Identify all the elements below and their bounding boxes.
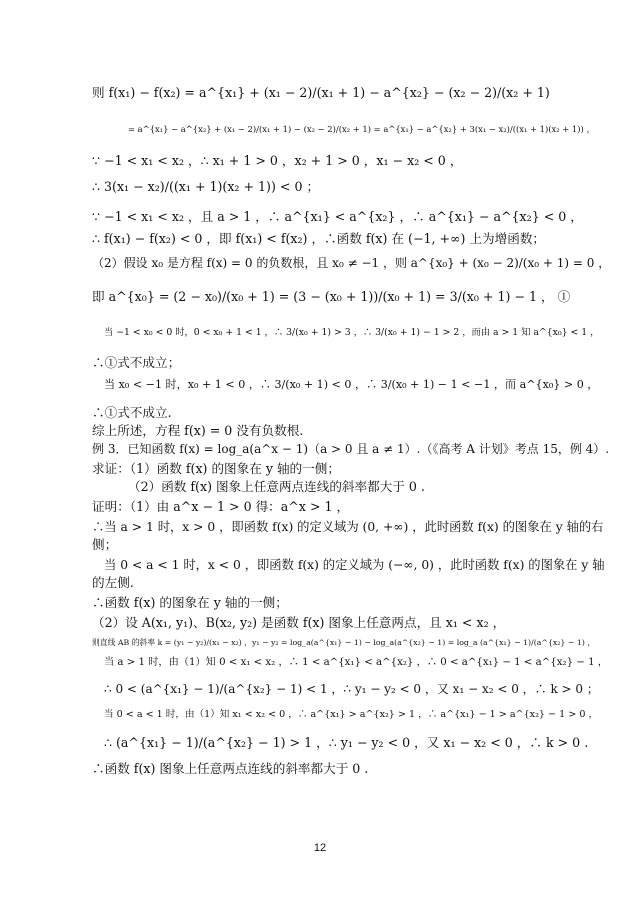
- text-line: 当 a > 1 时，由（1）知 0 < x₁ < x₂ ，∴ 1 < a^{x₁} < a^{x₂} ，∴ 0 < a^{x₁} − 1 < a^{x₂} − 1 ，: [104, 657, 608, 668]
- text-line: 当 −1 < x₀ < 0 时，0 < x₀ + 1 < 1 ，∴ 3/(x₀ + 1) > 3 ，∴ 3/(x₀ + 1) − 1 > 2 ，而由 a > 1 知 a^{x₀} < 1 ，: [104, 327, 600, 338]
- text-line: 则 f(x₁) − f(x₂) = a^{x₁} + (x₁ − 2)/(x₁ + 1) − a^{x₂} − (x₂ − 2)/(x₂ + 1): [92, 85, 550, 100]
- text-line: 例 3．已知函数 f(x) = log_a(a^x − 1)（a > 0 且 a ≠ 1）.（《高考 A 计划》考点 15，例 4）.: [92, 442, 610, 456]
- text-line: ∴ 0 < (a^{x₁} − 1)/(a^{x₂} − 1) < 1 ，∴ y₁ − y₂ < 0 ，又 x₁ − x₂ < 0 ，∴ k > 0 ；: [104, 682, 599, 696]
- text-line: 证明：（1）由 a^x − 1 > 0 得：a^x > 1 ，: [92, 499, 350, 514]
- text-line: ∴①式不成立.: [92, 405, 172, 420]
- text-line: = a^{x₁} − a^{x₂} + (x₁ − 2)/(x₁ + 1) − (x₂ − 2)/(x₂ + 1) = a^{x₁} − a^{x₂} + 3(x₁ − x₂)/((x₁ + 1)(x₂ + 1)) ，: [128, 124, 595, 134]
- text-line: ∴当 a > 1 时，x > 0 ，即函数 f(x) 的定义域为 (0, +∞) ，此时函数 f(x) 的图象在 y 轴的右: [92, 520, 604, 534]
- text-line: 即 a^{x₀} = (2 − x₀)/(x₀ + 1) = (3 − (x₀ + 1))/(x₀ + 1) = 3/(x₀ + 1) − 1 ， ①: [92, 289, 571, 304]
- text-line: （2）设 A(x₁, y₁)、B(x₂, y₂) 是函数 f(x) 图象上任意两点，且 x₁ < x₂ ，: [92, 615, 506, 630]
- text-line: 则直线 AB 的斜率 k = (y₁ − y₂)/(x₁ − x₂) ，y₁ − y₂ = log_a(a^{x₁} − 1) − log_a(a^{x₂} − 1) = log_a (a^{x₁} − 1)/(a^{x₂} − 1) ，: [92, 638, 596, 647]
- text-line: ∴①式不成立；: [92, 355, 181, 370]
- page-number: 12: [313, 842, 327, 854]
- text-line: ∴函数 f(x) 的图象在 y 轴的一侧；: [92, 595, 288, 610]
- text-line: ∵ −1 < x₁ < x₂ ，且 a > 1 ，∴ a^{x₁} < a^{x₂} ，∴ a^{x₁} − a^{x₂} < 0 ，: [92, 209, 583, 224]
- text-line: （2）假设 x₀ 是方程 f(x) = 0 的负数根，且 x₀ ≠ −1 ，则 a^{x₀} + (x₀ − 2)/(x₀ + 1) = 0 ，: [92, 256, 611, 270]
- text-line: 综上所述，方程 f(x) = 0 没有负数根.: [92, 423, 304, 438]
- text-line: ∴函数 f(x) 图象上任意两点连线的斜率都大于 0 .: [92, 761, 369, 776]
- text-line: 侧；: [92, 537, 118, 552]
- text-line: 求证：（1）函数 f(x) 的图象在 y 轴的一侧；: [92, 461, 340, 476]
- text-line: 当 x₀ < −1 时，x₀ + 1 < 0 ，∴ 3/(x₀ + 1) < 0 ，∴ 3/(x₀ + 1) − 1 < −1 ，而 a^{x₀} > 0 ，: [104, 378, 599, 391]
- text-line: （2）函数 f(x) 图象上任意两点连线的斜率都大于 0 .: [128, 479, 425, 494]
- text-line: 的左侧.: [92, 575, 134, 590]
- text-line: ∵ −1 < x₁ < x₂ ，∴ x₁ + 1 > 0 ，x₂ + 1 > 0 ，x₁ − x₂ < 0 ，: [92, 153, 463, 168]
- text-line: ∴ 3(x₁ − x₂)/((x₁ + 1)(x₂ + 1)) < 0 ；: [92, 179, 320, 194]
- text-line: ∴ (a^{x₁} − 1)/(a^{x₂} − 1) > 1 ，∴ y₁ − y₂ < 0 ，又 x₁ − x₂ < 0 ，∴ k > 0 .: [104, 735, 589, 750]
- text-line: ∴ f(x₁) − f(x₂) < 0 ，即 f(x₁) < f(x₂) ，∴函数 f(x) 在 (−1, +∞) 上为增函数；: [92, 231, 546, 246]
- text-line: 当 0 < a < 1 时，由（1）知 x₁ < x₂ < 0 ，∴ a^{x₁} > a^{x₂} > 1 ，∴ a^{x₁} − 1 > a^{x₂} − 1 > 0 ，: [104, 709, 599, 720]
- text-line: 当 0 < a < 1 时，x < 0 ，即函数 f(x) 的定义域为 (−∞, 0) ，此时函数 f(x) 的图象在 y 轴: [104, 558, 605, 572]
